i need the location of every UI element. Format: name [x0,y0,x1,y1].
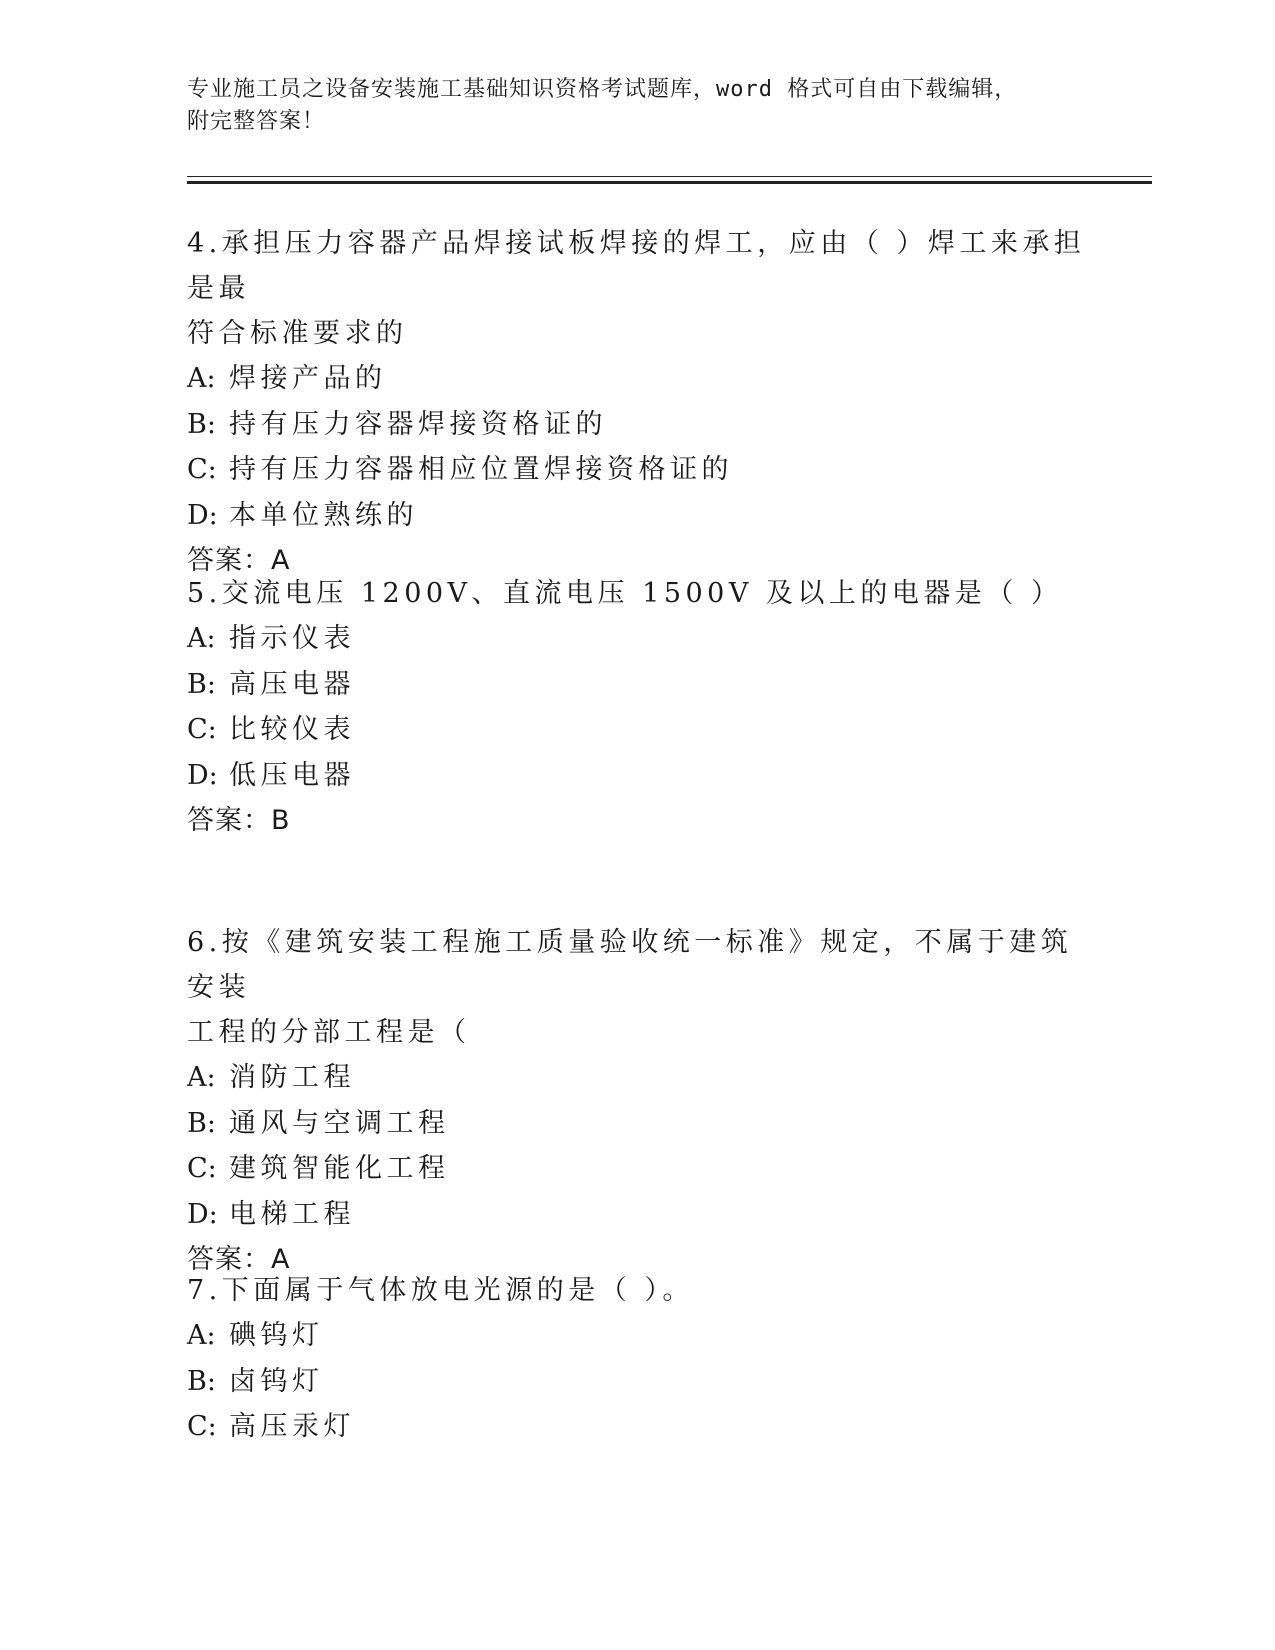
option-key: D: [187,499,218,531]
question-7 [187,1268,1087,1450]
option-text: 碘钨灯 [229,1320,324,1351]
option-text: 高压电器 [229,668,355,700]
option-key: D: [187,759,218,791]
option-a [187,616,1087,662]
option-a [187,356,1087,402]
option-key: D: [187,1198,218,1230]
option-c [187,1404,1087,1450]
option-d [187,1192,1087,1238]
option-key: B: [187,408,216,440]
question-4 [187,221,1087,584]
option-b [187,1101,1087,1147]
option-d [187,753,1087,799]
question-stem-continued: 符合标准要求的 [187,318,408,349]
option-text: 持有压力容器相应位置焊接资格证的 [229,454,733,485]
option-a [187,1313,1087,1359]
answer-line: 答案：A [187,1244,291,1275]
option-text: 持有压力容器焊接资格证的 [229,408,607,440]
answer-line: 答案：A [187,545,291,576]
header-line-1: 专业施工员之设备安装施工基础知识资格考试题库，word 格式可自由下载编辑， [187,77,1018,102]
option-b [187,1359,1087,1405]
question-stem-continued: 工程的分部工程是（ [187,1017,471,1048]
option-text: 本单位熟练的 [229,499,418,531]
option-key: B: [187,668,216,700]
option-c [187,707,1087,753]
answer-line: 答案：B [187,805,291,836]
header-divider-thin [187,176,1152,177]
option-b [187,662,1087,708]
option-d [187,493,1087,539]
option-key: C: [187,714,217,745]
option-key: A: [187,1320,216,1351]
option-key: C: [187,1411,217,1442]
option-a [187,1055,1087,1101]
option-text: 卤钨灯 [229,1365,324,1397]
option-text: 通风与空调工程 [229,1107,450,1139]
option-c [187,447,1087,493]
question-6 [187,920,1087,1283]
option-key: A: [187,623,216,654]
option-key: A: [187,1062,216,1093]
question-stem: 5.交流电压 1200V、直流电压 1500V 及以上的电器是（ ） [187,578,1063,609]
question-stem: 4.承担压力容器产品焊接试板焊接的焊工，应由（ ）焊工来承担是最 [187,228,1086,304]
question-stem: 7.下面属于气体放电光源的是（ ）。 [187,1275,694,1306]
header-divider-thick [187,181,1152,184]
option-key: C: [187,454,217,485]
option-key: A: [187,363,216,394]
option-text: 比较仪表 [229,714,355,745]
option-text: 消防工程 [229,1062,355,1093]
option-key: B: [187,1365,216,1397]
option-c [187,1146,1087,1192]
option-key: C: [187,1153,217,1184]
option-text: 焊接产品的 [229,363,387,394]
option-text: 电梯工程 [229,1198,355,1230]
option-b [187,402,1087,448]
header-line-2: 附完整答案！ [187,109,326,134]
option-text: 高压汞灯 [229,1411,355,1442]
document-header [187,74,1067,138]
option-text: 指示仪表 [229,623,355,654]
question-stem: 6.按《建筑安装工程施工质量验收统一标准》规定，不属于建筑安装 [187,927,1073,1003]
question-5 [187,571,1087,844]
option-key: B: [187,1107,216,1139]
option-text: 低压电器 [229,759,355,791]
option-text: 建筑智能化工程 [229,1153,450,1184]
